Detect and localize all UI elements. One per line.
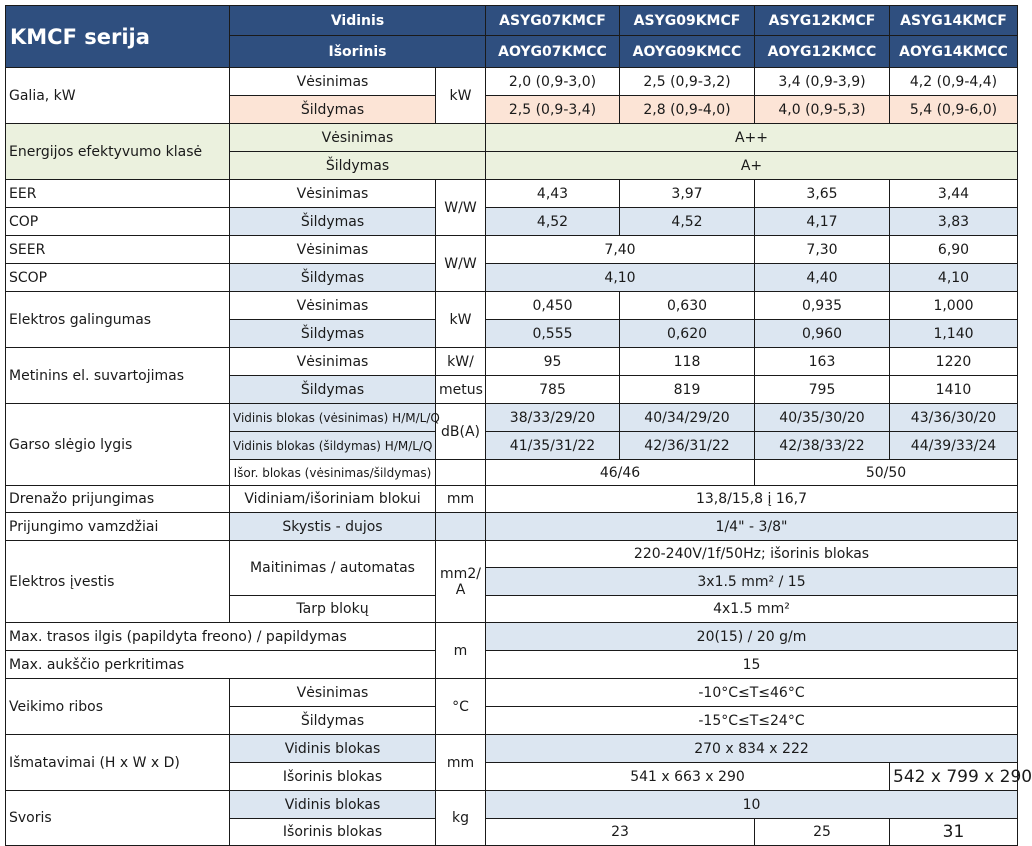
outdoor-header: Išorinis bbox=[230, 36, 486, 68]
unit-cell: mm bbox=[436, 735, 486, 791]
length-label: Max. trasos ilgis (papildyta freono) / papildymas bbox=[6, 623, 436, 651]
model-indoor: ASYG12KMCF bbox=[755, 6, 890, 36]
value-cell: 2,5 (0,9-3,2) bbox=[620, 68, 755, 96]
drain-label: Drenažo prijungimas bbox=[6, 486, 230, 513]
unit-cell: °C bbox=[436, 679, 486, 735]
cooling-label: Vėsinimas bbox=[230, 348, 436, 376]
seer-label: SEER bbox=[6, 236, 230, 264]
model-outdoor: AOYG09KMCC bbox=[620, 36, 755, 68]
value-cell: 0,450 bbox=[486, 292, 620, 320]
empty-cell bbox=[436, 460, 486, 486]
cop-row bbox=[6, 208, 1018, 236]
model-indoor: ASYG14KMCF bbox=[890, 6, 1018, 36]
indoor-unit-label: Vidinis blokas bbox=[230, 791, 436, 819]
cop-label: COP bbox=[6, 208, 230, 236]
indoor-unit-label: Vidinis blokas bbox=[230, 735, 436, 763]
value-cell: 38/33/29/20 bbox=[486, 404, 620, 432]
value-cell: 4,2 (0,9-4,4) bbox=[890, 68, 1018, 96]
value-cell: 0,935 bbox=[755, 292, 890, 320]
cooling-label: Vėsinimas bbox=[230, 679, 436, 707]
length-row bbox=[6, 623, 1018, 651]
eer-row bbox=[6, 180, 1018, 208]
energy-class-cooling: A++ bbox=[486, 124, 1018, 152]
value-cell: 4,10 bbox=[486, 264, 755, 292]
value-cell: 118 bbox=[620, 348, 755, 376]
value-cell: 31 bbox=[890, 819, 1018, 846]
value-cell: 41/35/31/22 bbox=[486, 432, 620, 460]
outdoor-unit-label: Išorinis blokas bbox=[230, 819, 436, 846]
unit-line-1: mm2/ bbox=[440, 565, 481, 582]
galia-cooling-row bbox=[6, 68, 1018, 96]
weight-label: Svoris bbox=[6, 791, 230, 846]
value-cell: 4,52 bbox=[620, 208, 755, 236]
model-outdoor: AOYG14KMCC bbox=[890, 36, 1018, 68]
value-cell: 5,4 (0,9-6,0) bbox=[890, 96, 1018, 124]
cooling-label: Vėsinimas bbox=[230, 124, 486, 152]
value-cell: 1/4" - 3/8" bbox=[486, 513, 1018, 541]
cooling-label: Vėsinimas bbox=[230, 68, 436, 96]
value-cell: -10°C≤T≤46°C bbox=[486, 679, 1018, 707]
value-cell: 4x1.5 mm² bbox=[486, 596, 1018, 623]
seer-row bbox=[6, 236, 1018, 264]
heating-label: Šildymas bbox=[230, 96, 436, 124]
value-cell: 4,52 bbox=[486, 208, 620, 236]
electric-row-1 bbox=[6, 541, 1018, 568]
unit-cell: kW bbox=[436, 68, 486, 124]
value-cell: 1220 bbox=[890, 348, 1018, 376]
value-cell: 2,5 (0,9-3,4) bbox=[486, 96, 620, 124]
value-cell: 3,4 (0,9-3,9) bbox=[755, 68, 890, 96]
height-row bbox=[6, 651, 1018, 679]
value-cell: 0,960 bbox=[755, 320, 890, 348]
scop-row bbox=[6, 264, 1018, 292]
value-cell: 785 bbox=[486, 376, 620, 404]
energy-cooling-row bbox=[6, 124, 1018, 152]
noise-indoor-cool-label: Vidinis blokas (vėsinimas) H/M/L/Q bbox=[230, 404, 436, 432]
empty-cell bbox=[436, 513, 486, 541]
drain-row bbox=[6, 486, 1018, 513]
unit-cell: mm bbox=[436, 486, 486, 513]
value-cell: 40/35/30/20 bbox=[755, 404, 890, 432]
outdoor-unit-label: Išorinis blokas bbox=[230, 763, 436, 791]
unit-cell: W/W bbox=[436, 236, 486, 292]
pipes-row bbox=[6, 513, 1018, 541]
heating-label: Šildymas bbox=[230, 376, 436, 404]
value-cell: 7,30 bbox=[755, 236, 890, 264]
value-cell: 3,83 bbox=[890, 208, 1018, 236]
cooling-label: Vėsinimas bbox=[230, 180, 436, 208]
value-cell: 46/46 bbox=[486, 460, 755, 486]
eer-label: EER bbox=[6, 180, 230, 208]
unit-cell: W/W bbox=[436, 180, 486, 236]
heating-label: Šildymas bbox=[230, 707, 436, 735]
value-cell: 7,40 bbox=[486, 236, 755, 264]
heating-label: Šildymas bbox=[230, 208, 436, 236]
value-cell: 4,10 bbox=[890, 264, 1018, 292]
limits-label: Veikimo ribos bbox=[6, 679, 230, 735]
value-cell: 220-240V/1f/50Hz; išorinis blokas bbox=[486, 541, 1018, 568]
value-cell: 3,44 bbox=[890, 180, 1018, 208]
value-cell: 163 bbox=[755, 348, 890, 376]
value-cell: 4,43 bbox=[486, 180, 620, 208]
unit-cell bbox=[436, 541, 486, 623]
power-cooling-row bbox=[6, 292, 1018, 320]
unit-cell: dB(A) bbox=[436, 404, 486, 460]
scop-label: SCOP bbox=[6, 264, 230, 292]
power-label: Elektros galingumas bbox=[6, 292, 230, 348]
heating-label: Šildymas bbox=[230, 264, 436, 292]
value-cell: 50/50 bbox=[755, 460, 1018, 486]
electric-label: Elektros įvestis bbox=[6, 541, 230, 623]
value-cell: 542 x 799 x 290 bbox=[890, 763, 1018, 791]
value-cell: 270 x 834 x 222 bbox=[486, 735, 1018, 763]
dims-indoor-row bbox=[6, 735, 1018, 763]
value-cell: 4,0 (0,9-5,3) bbox=[755, 96, 890, 124]
value-cell: 15 bbox=[486, 651, 1018, 679]
value-cell: 819 bbox=[620, 376, 755, 404]
unit-cell: m bbox=[436, 623, 486, 679]
electric-sub1-label: Maitinimas / automatas bbox=[230, 541, 436, 596]
annual-label: Metinins el. suvartojimas bbox=[6, 348, 230, 404]
value-cell: 40/34/29/20 bbox=[620, 404, 755, 432]
value-cell: -15°C≤T≤24°C bbox=[486, 707, 1018, 735]
pipes-sub-label: Skystis - dujos bbox=[230, 513, 436, 541]
noise-indoor-heat-label: Vidinis blokas (šildymas) H/M/L/Q bbox=[230, 432, 436, 460]
value-cell: 1,000 bbox=[890, 292, 1018, 320]
value-cell: 42/38/33/22 bbox=[755, 432, 890, 460]
value-cell: 4,40 bbox=[755, 264, 890, 292]
unit-cell: kW/ bbox=[436, 348, 486, 376]
value-cell: 25 bbox=[755, 819, 890, 846]
drain-sub-label: Vidiniam/išoriniam blokui bbox=[230, 486, 436, 513]
value-cell: 3,65 bbox=[755, 180, 890, 208]
value-cell: 10 bbox=[486, 791, 1018, 819]
value-cell: 6,90 bbox=[890, 236, 1018, 264]
model-indoor: ASYG07KMCF bbox=[486, 6, 620, 36]
series-title: KMCF serija bbox=[6, 6, 230, 68]
height-label: Max. aukščio perkritimas bbox=[6, 651, 436, 679]
value-cell: 4,17 bbox=[755, 208, 890, 236]
value-cell: 0,620 bbox=[620, 320, 755, 348]
dims-label: Išmatavimai (H x W x D) bbox=[6, 735, 230, 791]
unit-cell: kg bbox=[436, 791, 486, 846]
value-cell: 2,8 (0,9-4,0) bbox=[620, 96, 755, 124]
annual-cooling-row bbox=[6, 348, 1018, 376]
value-cell: 44/39/33/24 bbox=[890, 432, 1018, 460]
pipes-label: Prijungimo vamzdžiai bbox=[6, 513, 230, 541]
value-cell: 1410 bbox=[890, 376, 1018, 404]
value-cell: 3x1.5 mm² / 15 bbox=[486, 568, 1018, 596]
unit-line-2: A bbox=[455, 581, 466, 598]
heating-label: Šildymas bbox=[230, 320, 436, 348]
energy-class-label: Energijos efektyvumo klasė bbox=[6, 124, 230, 180]
value-cell: 95 bbox=[486, 348, 620, 376]
value-cell: 43/36/30/20 bbox=[890, 404, 1018, 432]
galia-label: Galia, kW bbox=[6, 68, 230, 124]
value-cell: 3,97 bbox=[620, 180, 755, 208]
value-cell: 2,0 (0,9-3,0) bbox=[486, 68, 620, 96]
model-outdoor: AOYG12KMCC bbox=[755, 36, 890, 68]
noise-label: Garso slėgio lygis bbox=[6, 404, 230, 486]
noise-indoor-cool-row bbox=[6, 404, 1018, 432]
cooling-label: Vėsinimas bbox=[230, 292, 436, 320]
indoor-header: Vidinis bbox=[230, 6, 486, 36]
model-indoor: ASYG09KMCF bbox=[620, 6, 755, 36]
value-cell: 42/36/31/22 bbox=[620, 432, 755, 460]
noise-outdoor-label: Išor. blokas (vėsinimas/šildymas) bbox=[230, 460, 436, 486]
limits-cooling-row bbox=[6, 679, 1018, 707]
weight-indoor-row bbox=[6, 791, 1018, 819]
value-cell: 0,555 bbox=[486, 320, 620, 348]
model-outdoor: AOYG07KMCC bbox=[486, 36, 620, 68]
spec-table bbox=[5, 5, 1032, 846]
value-cell: 0,630 bbox=[620, 292, 755, 320]
heating-label: Šildymas bbox=[230, 152, 486, 180]
value-cell: 13,8/15,8 į 16,7 bbox=[486, 486, 1018, 513]
electric-sub2-label: Tarp blokų bbox=[230, 596, 436, 623]
unit-cell: kW bbox=[436, 292, 486, 348]
value-cell: 20(15) / 20 g/m bbox=[486, 623, 1018, 651]
header-row-indoor bbox=[6, 6, 1018, 36]
energy-class-heating: A+ bbox=[486, 152, 1018, 180]
value-cell: 1,140 bbox=[890, 320, 1018, 348]
unit-cell: metus bbox=[436, 376, 486, 404]
value-cell: 23 bbox=[486, 819, 755, 846]
value-cell: 795 bbox=[755, 376, 890, 404]
cooling-label: Vėsinimas bbox=[230, 236, 436, 264]
value-cell: 541 x 663 x 290 bbox=[486, 763, 890, 791]
